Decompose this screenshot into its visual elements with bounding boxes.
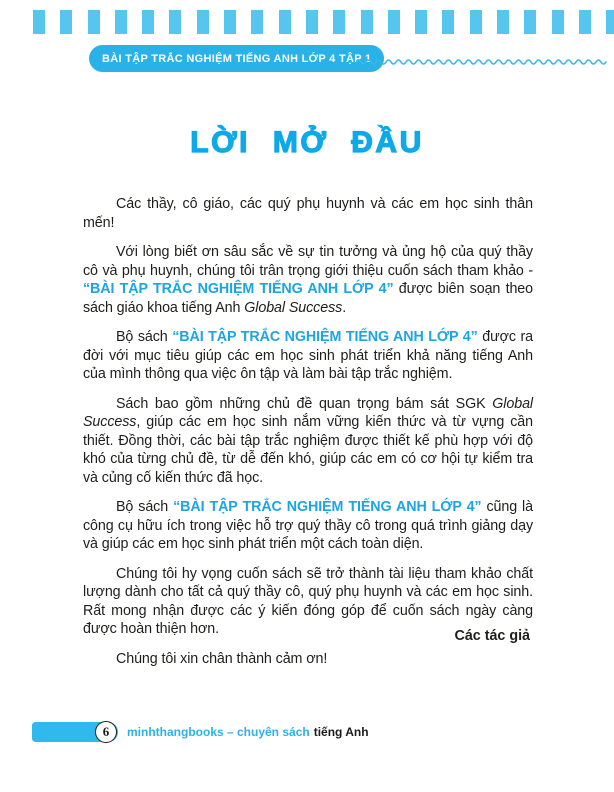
highlighted-book-title: “BÀI TẬP TRẮC NGHIỆM TIẾNG ANH LỚP 4” [172,329,478,345]
header-badge-label: BÀI TẬP TRẮC NGHIỆM TIẾNG ANH LỚP 4 TẬP 1 [102,52,372,65]
paragraph [83,498,533,554]
text-run: Global Success [244,299,343,316]
paragraph [83,195,533,232]
header-badge [89,45,384,72]
text-run: Bộ sách [116,499,174,515]
decor-square [142,10,154,34]
text-run: . [342,299,347,316]
footer-brand-cyan: minhthangbooks – chuyên sách [127,725,310,739]
paragraph [83,650,533,669]
decor-square [33,10,45,34]
decor-square [470,10,482,34]
decor-squares [33,10,614,34]
text-run: Với lòng biết ơn sâu sắc về sự tin tưởng và ủng hộ của quý thầy cô và phụ huynh, chúng tôi trân trọng giới thiệu cuốn sách tham khảo - [83,244,533,279]
paragraph [83,243,533,317]
decor-square [333,10,345,34]
wavy-divider-icon [356,56,608,68]
decor-square [606,10,614,34]
decor-square [415,10,427,34]
decor-square [115,10,127,34]
highlighted-book-title: “BÀI TẬP TRẮC NGHIỆM TIẾNG ANH LỚP 4” [173,499,482,515]
decor-square [88,10,100,34]
decor-square [552,10,564,34]
decor-square [497,10,509,34]
paragraph [83,395,533,488]
text-run: Sách bao gồm những chủ đề quan trọng bám sát SGK [116,395,493,412]
text-run: Chúng tôi xin chân thành cảm ơn! [116,650,328,667]
text-run: được ra đời với mục tiêu giúp các em học sinh phát triển khả năng tiếng Anh của mình thông qua việc ôn tập và làm bài tập trắc nghiệm. [83,329,533,382]
signature: Các tác giả [454,628,530,644]
text-run: Bộ sách [116,329,173,345]
decor-square [224,10,236,34]
decor-square [361,10,373,34]
decor-square [169,10,181,34]
preface-content [83,195,533,679]
paragraph [83,328,533,384]
page-number-badge [95,721,117,743]
text-run: Global Success [83,395,533,430]
highlighted-book-title: “BÀI TẬP TRẮC NGHIỆM TIẾNG ANH LỚP 4” [83,281,394,297]
decor-square [306,10,318,34]
decor-square [197,10,209,34]
text-run: cũng là công cụ hữu ích trong việc hỗ trợ quý thầy cô trong quá trình giảng dạy và giúp các em học sinh phát triển một cách toàn diện. [83,499,533,552]
decor-square [442,10,454,34]
page-title: LỜI MỞ ĐẦU [190,126,424,159]
text-run: được biên soạn theo sách giáo khoa tiếng Anh [83,281,534,316]
text-run: Các thầy, cô giáo, các quý phụ huynh và các em học sinh thân mến! [83,196,533,231]
page-number: 6 [102,724,110,739]
decor-square [524,10,536,34]
decor-square [60,10,72,34]
decor-square [579,10,591,34]
decor-square [388,10,400,34]
footer-brand [127,725,369,739]
text-run: Chúng tôi hy vọng cuốn sách sẽ trở thành tài liệu tham khảo chất lượng dành cho tất cả quý thầy cô, quý phụ huynh và các em học sinh. Rất mong nhận được các ý kiến đóng góp để cuốn sách ngày càng được hoàn thiện hơn. [83,565,533,637]
decor-square [279,10,291,34]
text-run: , giúp các em học sinh nắm vững kiến thức và từ vựng cần thiết. Đồng thời, các bài tập trắc nghiệm được thiết kế phù hợp với độ khó của từng chủ đề, từ dễ đến khó, giúp các em có cơ hội tự kiểm tra và củng cố kiến thức đã học. [83,414,533,486]
decor-square [251,10,263,34]
footer-brand-black: tiếng Anh [313,725,369,739]
